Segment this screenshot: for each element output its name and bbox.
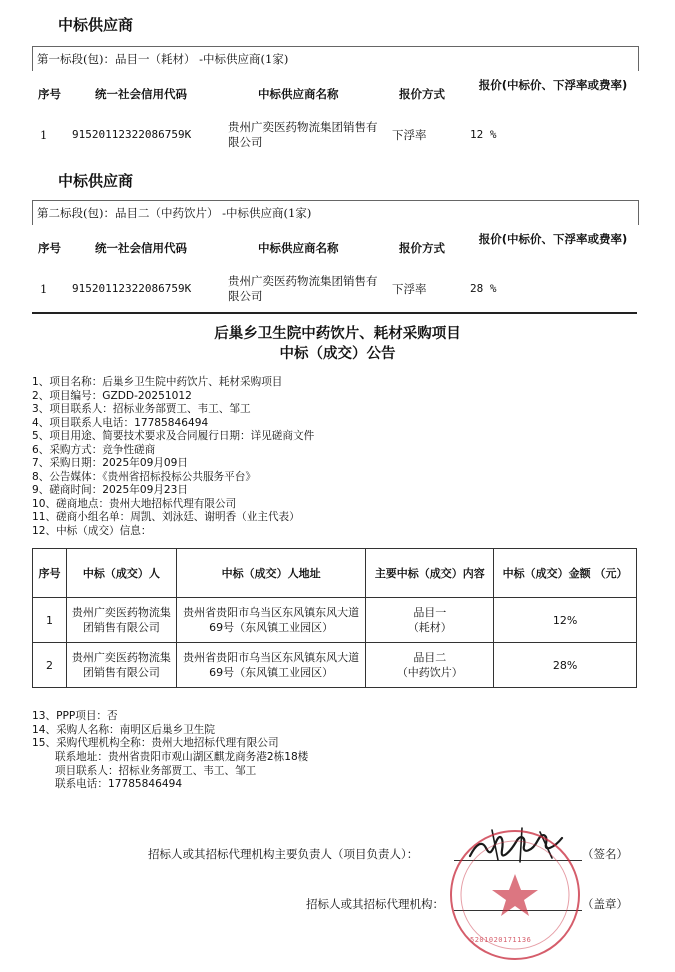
section2-lot-label: 第二标段(包)：品目二（中药饮片） -中标供应商(1家): [37, 206, 312, 220]
winner-content-line1: 品目二: [413, 651, 447, 664]
section1-header-code: 统一社会信用代码: [95, 87, 187, 101]
list-item: 1、项目名称：后巢乡卫生院中药饮片、耗材采购项目: [32, 376, 283, 388]
list-item: 5、项目用途、简要技术要求及合同履行日期：详见磋商文件: [32, 430, 315, 442]
section2-row-code: 91520112322086759K: [72, 282, 192, 295]
winner-content-line2: （中药饮片）: [396, 666, 463, 679]
winner-amount: 12%: [494, 598, 637, 643]
seal-number: 5201020171136: [470, 936, 532, 944]
section2-row-method: 下浮率: [392, 282, 427, 296]
winner-header-content: 主要中标（成交）内容: [366, 549, 494, 598]
section1-lot-box: [32, 46, 639, 71]
announcement-subtitle: 中标（成交）公告: [279, 346, 396, 362]
section2-header-price: 报价(中标价、下浮率或费率): [478, 232, 628, 246]
section2-lot-box: [32, 200, 639, 225]
section1-row-seq: 1: [40, 128, 48, 142]
section2-header-seq: 序号: [38, 241, 61, 255]
winner-table: [32, 548, 637, 688]
list-item: 14、采购人名称：南明区后巢乡卫生院: [32, 723, 215, 736]
agency-contact: 项目联系人：招标业务部贾工、韦工、邹工: [55, 764, 257, 777]
list-item: 6、采购方式：竞争性磋商: [32, 443, 156, 456]
winner-name: 贵州广奕医药物流集团销售有限公司: [66, 598, 176, 643]
seal-suffix: （盖章）: [582, 897, 628, 911]
section2-heading: 中标供应商: [58, 172, 134, 190]
announcement-items: [32, 376, 314, 538]
winner-address: 贵州省贵阳市乌当区东风镇东风大道69号（东风镇工业园区）: [176, 598, 366, 643]
signature-label: 招标人或其招标代理机构主要负责人（项目负责人）：: [148, 847, 419, 861]
winner-header-winner: 中标（成交）人: [66, 549, 176, 598]
announcement-title: 后巢乡卫生院中药饮片、耗材采购项目: [214, 326, 461, 342]
section1-header-seq: 序号: [38, 87, 61, 101]
section1-row-method: 下浮率: [392, 128, 427, 142]
agency-phone: 联系电话：17785846494: [55, 778, 183, 790]
winner-header-amount: 中标（成交）金额 （元）: [494, 549, 637, 598]
table-row: [33, 643, 637, 688]
section2-header-name: 中标供应商名称: [258, 241, 339, 255]
section2-row-name: 贵州广奕医药物流集团销售有限公司: [228, 274, 378, 303]
list-item: 4、项目联系人电话：17785846494: [32, 416, 209, 429]
winner-address: 贵州省贵阳市乌当区东风镇东风大道69号（东风镇工业园区）: [176, 643, 366, 688]
section2-row-price: 28 %: [470, 282, 497, 295]
section1-row-price: 12 %: [470, 128, 497, 141]
agency-details: [55, 751, 308, 792]
company-seal: [450, 830, 580, 960]
section2-header-method: 报价方式: [399, 241, 445, 255]
list-item: 8、公告媒体：《贵州省招标投标公共服务平台》: [32, 470, 256, 483]
section1-lot-label: 第一标段(包)：品目一（耗材） -中标供应商(1家): [37, 52, 289, 66]
winner-content-line1: 品目一: [413, 606, 447, 619]
list-item: 15、采购代理机构全称：贵州大地招标代理有限公司: [32, 737, 279, 749]
winner-header-seq: 序号: [33, 549, 67, 598]
list-item: 12、中标（成交）信息：: [32, 524, 152, 537]
list-item: 10、磋商地点：贵州大地招标代理有限公司: [32, 497, 237, 510]
section-divider: [32, 312, 637, 314]
winner-content: [366, 643, 494, 688]
announcement-items-after: [32, 710, 279, 751]
section1-heading: 中标供应商: [58, 16, 134, 34]
section1-row-name: 贵州广奕医药物流集团销售有限公司: [228, 120, 378, 149]
section1-row-code: 91520112322086759K: [72, 128, 192, 141]
winner-content: [366, 598, 494, 643]
winner-content-line2: （耗材）: [407, 621, 452, 634]
section1-header-name: 中标供应商名称: [258, 87, 339, 101]
section1-header-method: 报价方式: [399, 87, 445, 101]
list-item: 3、项目联系人：招标业务部贾工、韦工、邹工: [32, 403, 251, 415]
winner-amount: 28%: [494, 643, 637, 688]
winner-seq: 1: [33, 598, 67, 643]
section1-header-price: 报价(中标价、下浮率或费率): [478, 78, 628, 92]
section2-header-code: 统一社会信用代码: [95, 241, 187, 255]
signature-suffix: （签名）: [582, 847, 628, 861]
winner-header-address: 中标（成交）人地址: [176, 549, 366, 598]
table-row: [33, 598, 637, 643]
list-item: 13、PPP项目：否: [32, 710, 118, 722]
list-item: 9、磋商时间：2025年09月23日: [32, 484, 189, 496]
agency-address: 联系地址：贵州省贵阳市观山湖区麒龙商务港2栋18楼: [55, 751, 309, 763]
section2-row-seq: 1: [40, 282, 48, 296]
winner-seq: 2: [33, 643, 67, 688]
list-item: 7、采购日期：2025年09月09日: [32, 457, 189, 469]
seal-label: 招标人或其招标代理机构：: [306, 897, 444, 911]
winner-name: 贵州广奕医药物流集团销售有限公司: [66, 643, 176, 688]
list-item: 2、项目编号：GZDD-20251012: [32, 389, 192, 402]
list-item: 11、磋商小组名单：周凯、刘泳廷、谢明香（业主代表）: [32, 511, 300, 523]
